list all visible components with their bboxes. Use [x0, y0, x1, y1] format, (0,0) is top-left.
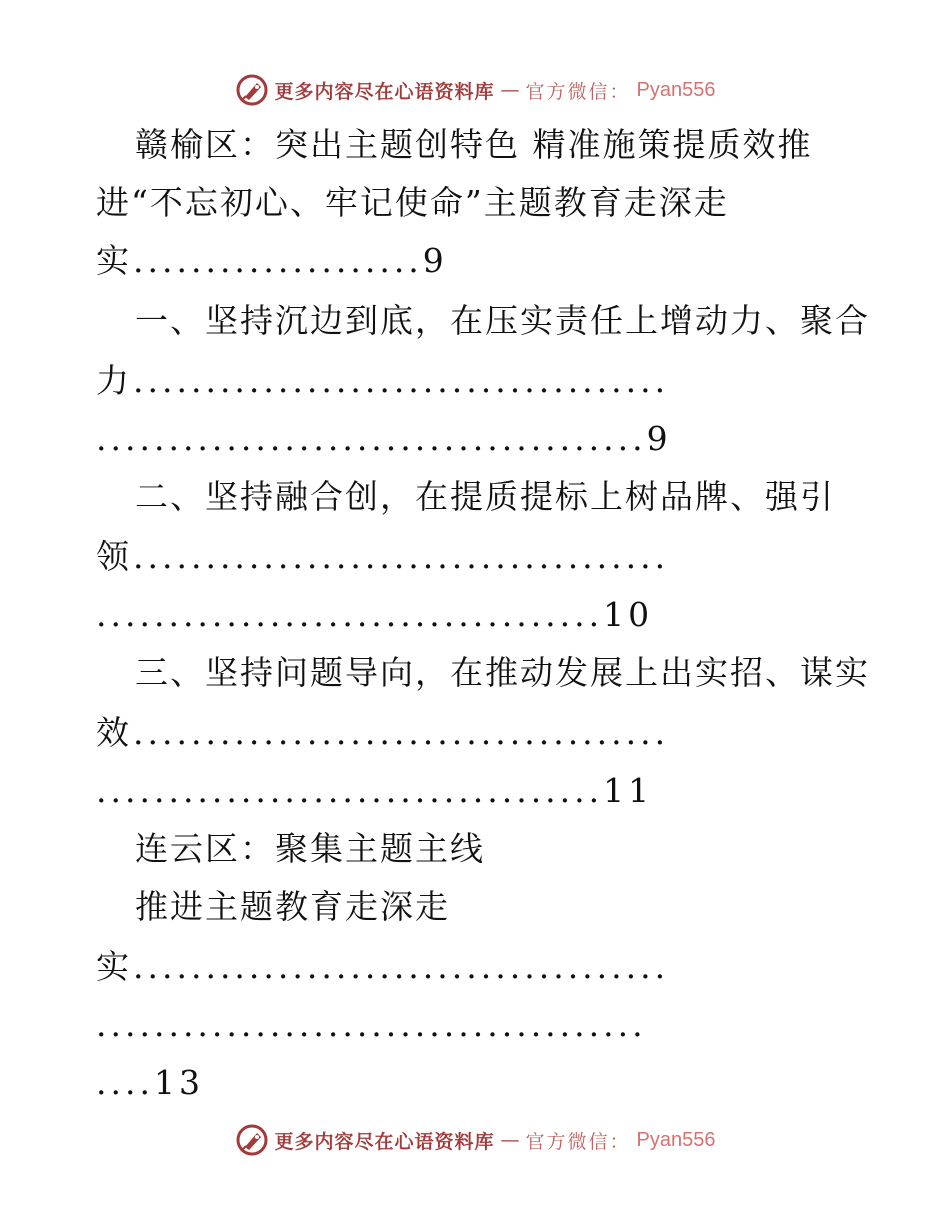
toc-line: ....13	[96, 1063, 204, 1102]
header-banner	[0, 70, 950, 110]
banner-brand-text: 更多内容尽在心语资料库	[274, 1130, 495, 1153]
banner-wechat-label: 官方微信：	[525, 1130, 631, 1153]
banner-dash: —	[500, 1129, 520, 1151]
toc-line: ...................................10	[96, 595, 654, 634]
banner-content	[235, 73, 716, 107]
pen-nib-logo-icon	[235, 73, 269, 107]
toc-line: 领.....................................	[96, 537, 670, 576]
toc-line: 效.....................................	[96, 713, 670, 752]
banner-wechat-id: Pyan556	[636, 78, 716, 101]
banner-wechat-label: 官方微信：	[525, 80, 631, 103]
toc-line: 赣榆区：突出主题创特色 精准施策提质效推	[135, 125, 813, 164]
banner-wechat-id: Pyan556	[636, 1128, 716, 1151]
footer-banner	[0, 1120, 950, 1160]
toc-line: ......................................9	[96, 419, 672, 458]
toc-line: 一、坚持沉边到底，在压实责任上增动力、聚合	[135, 301, 870, 340]
toc-line: ...................................11	[96, 771, 654, 810]
toc-line: 实.....................................	[96, 947, 670, 986]
banner-dash: —	[500, 79, 520, 101]
banner-brand-text: 更多内容尽在心语资料库	[274, 80, 495, 103]
toc-line: 二、坚持融合创，在提质提标上树品牌、强引	[135, 477, 835, 516]
pen-nib-logo-icon	[235, 1123, 269, 1157]
toc-line: 三、坚持问题导向，在推动发展上出实招、谋实	[135, 653, 870, 692]
toc-line: 推进主题教育走深走	[135, 887, 450, 926]
banner-content	[235, 1123, 716, 1157]
toc-line: 实....................9	[96, 241, 448, 280]
toc-line: ......................................	[96, 1005, 647, 1044]
toc-line: 进“不忘初心、牢记使命”主题教育走深走	[96, 183, 729, 222]
toc-line: 连云区：聚集主题主线	[135, 829, 485, 868]
toc-line: 力.....................................	[96, 361, 670, 400]
